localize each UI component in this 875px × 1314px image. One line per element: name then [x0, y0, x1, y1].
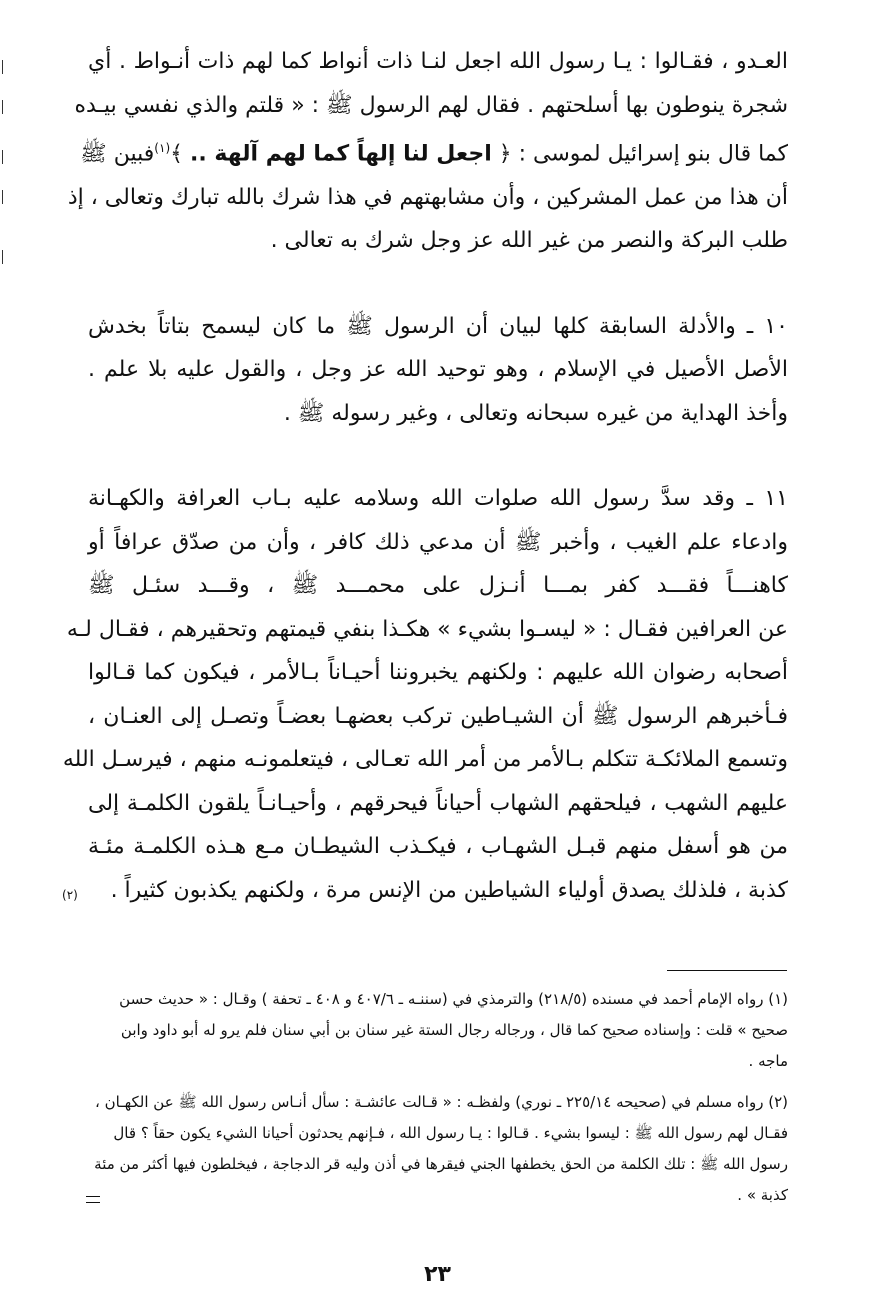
footnotes: [88, 984, 788, 1211]
text-line: [80, 127, 788, 176]
main-text: [62, 40, 788, 912]
paragraph-2: [88, 305, 788, 436]
quran-quote: اجعل لنا إلهاً كما لهم آلهة ..: [190, 141, 492, 167]
text-line: أصحابه رضوان الله عليهم : ولكنهم يخبروننا أحيـاناً بـالأمر ، فيكون كما قـالوا: [88, 660, 788, 686]
text-line: فـأخبرهم الرسول ﷺ أن الشيـاطين تركب بعضهـا بعضـاً وتصـل إلى العنـان ،: [88, 703, 788, 729]
text-line: كاهنـــاً فقـــد كفر بمـــا أنـزل على محمـــد ﷺ ، وقـــد سئـل ﷺ: [88, 573, 788, 599]
text-line: عن العرافين فقـال : « ليسـوا بشيء » هكـذا بنفي قيمتهم وتحقيرهم ، فقـال لـه: [66, 616, 788, 642]
paragraph-3: [62, 477, 788, 912]
text-line: عليهم الشهب ، فيلحقهم الشهاب أحياناً فيحرقهم ، وأحيـانـاً يلقون الكلمـة إلى: [88, 790, 788, 816]
margin-mark: [2, 60, 3, 74]
text-line: كذبة ، فلذلك يصدق أولياء الشياطين من الإنس مرة ، ولكنهم يكذبون كثيراً .: [110, 877, 788, 903]
text-segment: فبين ﷺ: [80, 141, 155, 167]
text-line: وادعاء علم الغيب ، وأخبر ﷺ أن مدعي ذلك كافر ، وأن من صدّق عرافاً أو: [88, 529, 788, 555]
footnote-ref: (١): [154, 141, 171, 155]
margin-mark: [2, 100, 3, 114]
text-line: من هو أسفل منهم قبـل الشهـاب ، فيكـذب الشيطـان مـع هـذه الكلمـة مئـة: [88, 834, 788, 860]
margin-mark: [2, 190, 3, 204]
text-segment: ﴾: [170, 141, 191, 167]
footnote-2: (٢) رواه مسلم في (صحيحه ٢٢٥/١٤ ـ نوري) ولفظـه : « قـالت عائشـة : سأل أنـاس رسول الله ﷺ عن الكهـان ، فقـال لهم رسول الله ﷺ : ليسوا بشيء . قـالوا : يـا رسول الله ، فـإنهم يحدثون أحيانا الشيء يكون حقاً ؟ قال رسول الله ﷺ : تلك الكلمة من الحق يخطفها الجني فيقرها في أذن وليه قر الدجاجة ، فيخلطون فيها أكثر من مئة كذبة » .: [94, 1093, 788, 1204]
text-line: العـدو ، فقـالوا : يـا رسول الله اجعل لنـا ذات أنواط كما لهم ذات أنـواط . أي: [88, 49, 788, 74]
page-number: ٢٣: [424, 1262, 451, 1287]
text-segment: كما قال بنو إسرائيل لموسى : ﴿: [491, 141, 788, 167]
paragraph-1: [67, 40, 788, 263]
footnote-divider: [667, 970, 787, 971]
footnote-ref: (٢): [62, 888, 78, 902]
text-line: شجرة ينوطون بها أسلحتهم . فقال لهم الرسول ﷺ : « قلتم والذي نفسي بيـده: [74, 92, 788, 118]
text-line: طلب البركة والنصر من غير الله عز وجل شرك به تعالى .: [270, 228, 788, 254]
margin-mark: [2, 150, 3, 164]
text-line: أن هذا من عمل المشركين ، وأن مشابهتهم في هذا شرك بالله تبارك وتعالى ، إذ: [67, 184, 788, 210]
text-line: الأصل الأصيل في الإسلام ، وهو توحيد الله عز وجل ، والقول عليه بلا علم .: [88, 357, 788, 383]
footnote-1: (١) رواه الإمام أحمد في مسنده (٢١٨/٥) والترمذي في (سننـه ـ ٤٠٧/٦ و ٤٠٨ ـ تحفة ) وقـال : « حديث حسن صحيح » قلت : وإسناده صحيح كما قال ، ورجاله رجال الستة غير سنان بن أبي سنان فلم يرو له أبو داود وابن ماجه .: [119, 990, 788, 1070]
margin-mark: [2, 250, 3, 264]
text-line: وتسمع الملائكـة تتكلم بـالأمر من أمر الله تعـالى ، فيتعلمونـه منهم ، فيرسـل الله: [62, 747, 788, 773]
text-line: ١٠ ـ والأدلة السابقة كلها لبيان أن الرسول ﷺ ما كان ليسمح بتاتاً بخدش: [88, 313, 788, 339]
text-line: وأخذ الهداية من غيره سبحانه وتعالى ، وغير رسوله ﷺ .: [283, 400, 788, 426]
continuation-mark: [86, 1196, 100, 1203]
text-line: ١١ ـ وقد سدَّ رسول الله صلوات الله وسلامه عليه بـاب العرافة والكهـانة: [88, 486, 788, 512]
